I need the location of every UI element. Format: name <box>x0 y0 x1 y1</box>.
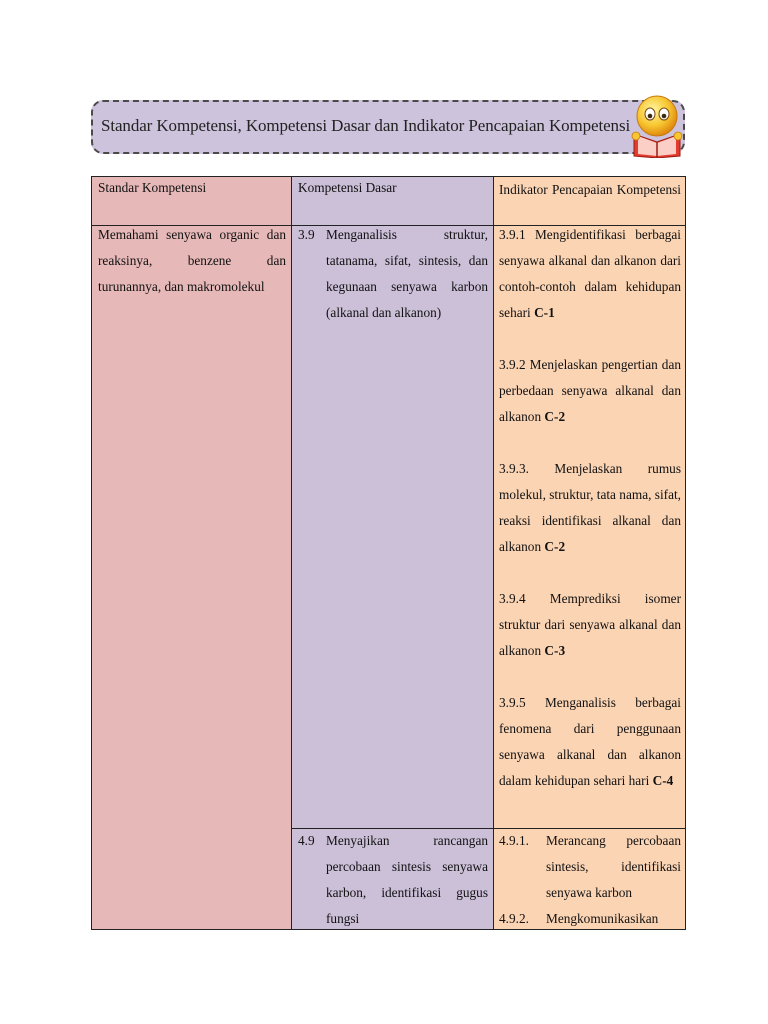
indicator-list-4-9 <box>499 828 681 930</box>
indicator-3-9-3: 3.9.3. Menjelaskan rumus molekul, struktur, tata nama, sifat, reaksi identifikasi alkanal dan alkanon C-2 <box>499 461 681 554</box>
competency-table <box>91 176 686 930</box>
header-indikator: Indikator Pencapaian Kompetensi <box>499 182 681 197</box>
indicator-list-3-9 <box>499 222 681 794</box>
section-banner <box>91 100 685 154</box>
kd-3-9-text: Menganalisis struktur, tatanama, sifat, sintesis, dan kegunaan senyawa karbon (alkanal dan alkanon) <box>326 227 488 320</box>
indicator-3-9-2: 3.9.2 Menjelaskan pengertian dan perbedaan senyawa alkanal dan alkanon C-2 <box>499 357 681 424</box>
header-kompetensi-dasar: Kompetensi Dasar <box>298 180 397 195</box>
banner-title: Standar Kompetensi, Kompetensi Dasar dan Indikator Pencapaian Kompetensi <box>101 116 631 135</box>
smiley-reading-book-icon <box>624 92 690 158</box>
cognitive-level: C-2 <box>544 409 566 424</box>
cognitive-level: C-4 <box>652 773 674 788</box>
indicator-4-9-2: 4.9.2. Mengkomunikasikan <box>499 911 659 926</box>
kd-3-9 <box>298 222 488 326</box>
kd-4-9-text: Menyajikan rancangan percobaan sintesis senyawa karbon, identifikasi gugus fungsi <box>326 833 488 926</box>
indicator-3-9-1: 3.9.1 Mengidentifikasi berbagai senyawa alkanal dan alkanon dari contoh-contoh dalam kehidupan sehari C-1 <box>499 227 681 320</box>
cognitive-level: C-3 <box>544 643 566 658</box>
kd-4-9-number: 4.9 <box>298 833 315 848</box>
kd-4-9 <box>298 828 488 930</box>
cognitive-level: C-2 <box>544 539 566 554</box>
indicator-3-9-5: 3.9.5 Menganalisis berbagai fenomena dari penggunaan senyawa alkanal dan alkanon dalam kehidupan sehari hari C-4 <box>499 695 681 788</box>
header-standar-kompetensi: Standar Kompetensi <box>98 180 207 195</box>
indicator-3-9-4: 3.9.4 Memprediksi isomer struktur dari senyawa alkanal dan alkanon C-3 <box>499 591 681 658</box>
indicator-4-9-1: 4.9.1. Merancang percobaan sintesis, identifikasi senyawa karbon <box>499 833 681 900</box>
standar-kompetensi-text: Memahami senyawa organic dan reaksinya, benzene dan turunannya, dan makromolekul <box>98 227 286 294</box>
kd-3-9-number: 3.9 <box>298 227 315 242</box>
cognitive-level: C-1 <box>534 305 555 320</box>
